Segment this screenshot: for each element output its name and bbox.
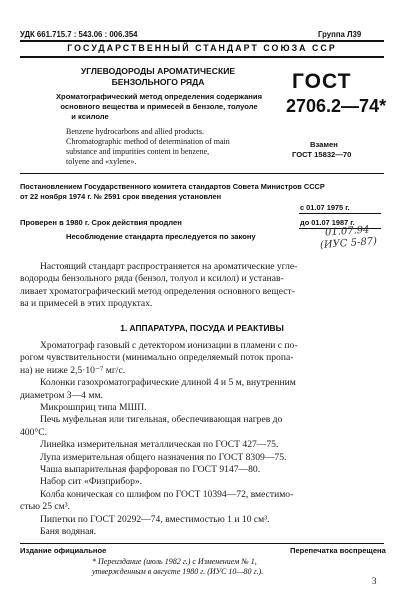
title-en-line4: tolyene and «xylene». <box>66 157 137 166</box>
title-rule <box>20 173 384 174</box>
handwritten-ius: (ИУС 5-87) <box>319 236 378 251</box>
state-standard-banner: ГОСУДАРСТВЕННЫЙ СТАНДАРТ СОЮЗА ССР <box>67 43 337 53</box>
penalty-note: Несоблюдение стандарта преследуется по закону <box>66 232 256 241</box>
handwritten-date: 01.07.94 <box>324 224 370 239</box>
subtitle-ru-line1: Хроматографический метод определения содержания <box>55 92 262 101</box>
body-line: Хроматограф газовый с детектором ионизации в пламени с по- <box>40 340 298 351</box>
udk-code: УДК 661.715.7 : 543.06 : 006.354 <box>20 30 138 39</box>
body-line: диаметром 3—4 мм. <box>20 389 103 401</box>
title-en-line2: Chromatographic method of determination of main <box>66 137 230 146</box>
date-from-underline <box>299 213 381 214</box>
section-heading: 1. АППАРАТУРА, ПОСУДА И РЕАКТИВЫ <box>120 323 284 333</box>
subtitle-ru-line2: основного вещества и примесей в бензоле, толуоле <box>60 102 258 111</box>
intro-line: Настоящий стандарт распространяется на ароматические угле- <box>40 261 298 272</box>
body-line: Чаша выпарительная фарфоровая по ГОСТ 9147—80. <box>40 464 261 476</box>
body-line: Колба коническая со шлифом по ГОСТ 10394—72, вместимо- <box>40 488 294 500</box>
reprint-note-line2: утвержденным в августе 1980 г. (ИУС 10—80 г.). <box>92 567 264 576</box>
body-line: Баня водяная. <box>40 526 97 538</box>
body-line: Микрошприц типа МШП. <box>40 402 147 414</box>
body-line: Колонки газохроматографические длиной 4 и 5 м, внутренним <box>40 377 296 389</box>
top-rule <box>20 40 384 42</box>
intro-line: ва и примесей в этих продуктах. <box>20 298 153 310</box>
title-en-line3: substance and impurities content in benzene, <box>66 147 210 156</box>
body-line: 400°С. <box>20 426 48 438</box>
section-body <box>20 340 384 539</box>
decree-line1: Постановлением Государственного комитета стандартов Совета Министров СССР <box>20 182 325 191</box>
page-number: 3 <box>372 576 377 586</box>
body-line: стью 25 см³. <box>20 501 70 513</box>
decree-line2: от 22 ноября 1974 г. № 2591 срок введения установлен <box>20 192 222 201</box>
group-code: Группа Л39 <box>318 30 362 39</box>
footer-rule <box>20 543 384 544</box>
title-ru-line1: УГЛЕВОДОРОДЫ АРОМАТИЧЕСКИЕ <box>80 66 236 76</box>
gost-number: 2706.2—74* <box>286 96 387 116</box>
checked-note: Проверен в 1980 г. Срок действия продлен <box>20 218 182 227</box>
official-edition: Издание официальное <box>20 546 107 555</box>
date-to: до 01.07 1987 г. <box>300 218 355 227</box>
body-line: Набор сит «Физприбор». <box>40 476 143 488</box>
body-line: рогом чувствительности (минимально определяемый поток пропа- <box>20 352 294 364</box>
body-line: на) не ниже 2,5·10⁻⁷ мг/с. <box>20 364 126 376</box>
body-line: Лупа измерительная общего назначения по ГОСТ 8309—75. <box>40 451 287 463</box>
gost-label: ГОСТ <box>292 70 352 93</box>
banner-rule <box>20 56 384 58</box>
date-from: с 01.07 1975 г. <box>300 203 350 212</box>
replaces-value: ГОСТ 15832—70 <box>292 150 352 159</box>
intro-line: ливает хроматографический метод определения основного вещест- <box>20 285 295 297</box>
body-line: Печь муфельная или тигельная, обеспечивающая нагрев до <box>40 414 283 426</box>
body-line: Пипетки по ГОСТ 20292—74, вместимостью 1 и 10 см³. <box>40 513 270 525</box>
reprint-note-line1: * Переиздание (июль 1982 г.) с Изменением № 1, <box>92 557 257 566</box>
title-en-line1: Benzene hydrocarbons and allied products. <box>66 127 204 136</box>
replaces-label: Взамен <box>310 140 338 149</box>
intro-line: водороды бензольного ряда (бензол, толуол и ксилол) и устанав- <box>20 273 284 285</box>
intro-paragraph <box>20 261 384 311</box>
reprint-prohibited: Перепечатка воспрещена <box>290 546 386 555</box>
body-line: Линейка измерительная металлическая по ГОСТ 427—75. <box>40 439 279 451</box>
title-ru-line2: БЕНЗОЛЬНОГО РЯДА <box>111 77 205 87</box>
subtitle-ru-line3: и ксилоле <box>71 112 109 121</box>
